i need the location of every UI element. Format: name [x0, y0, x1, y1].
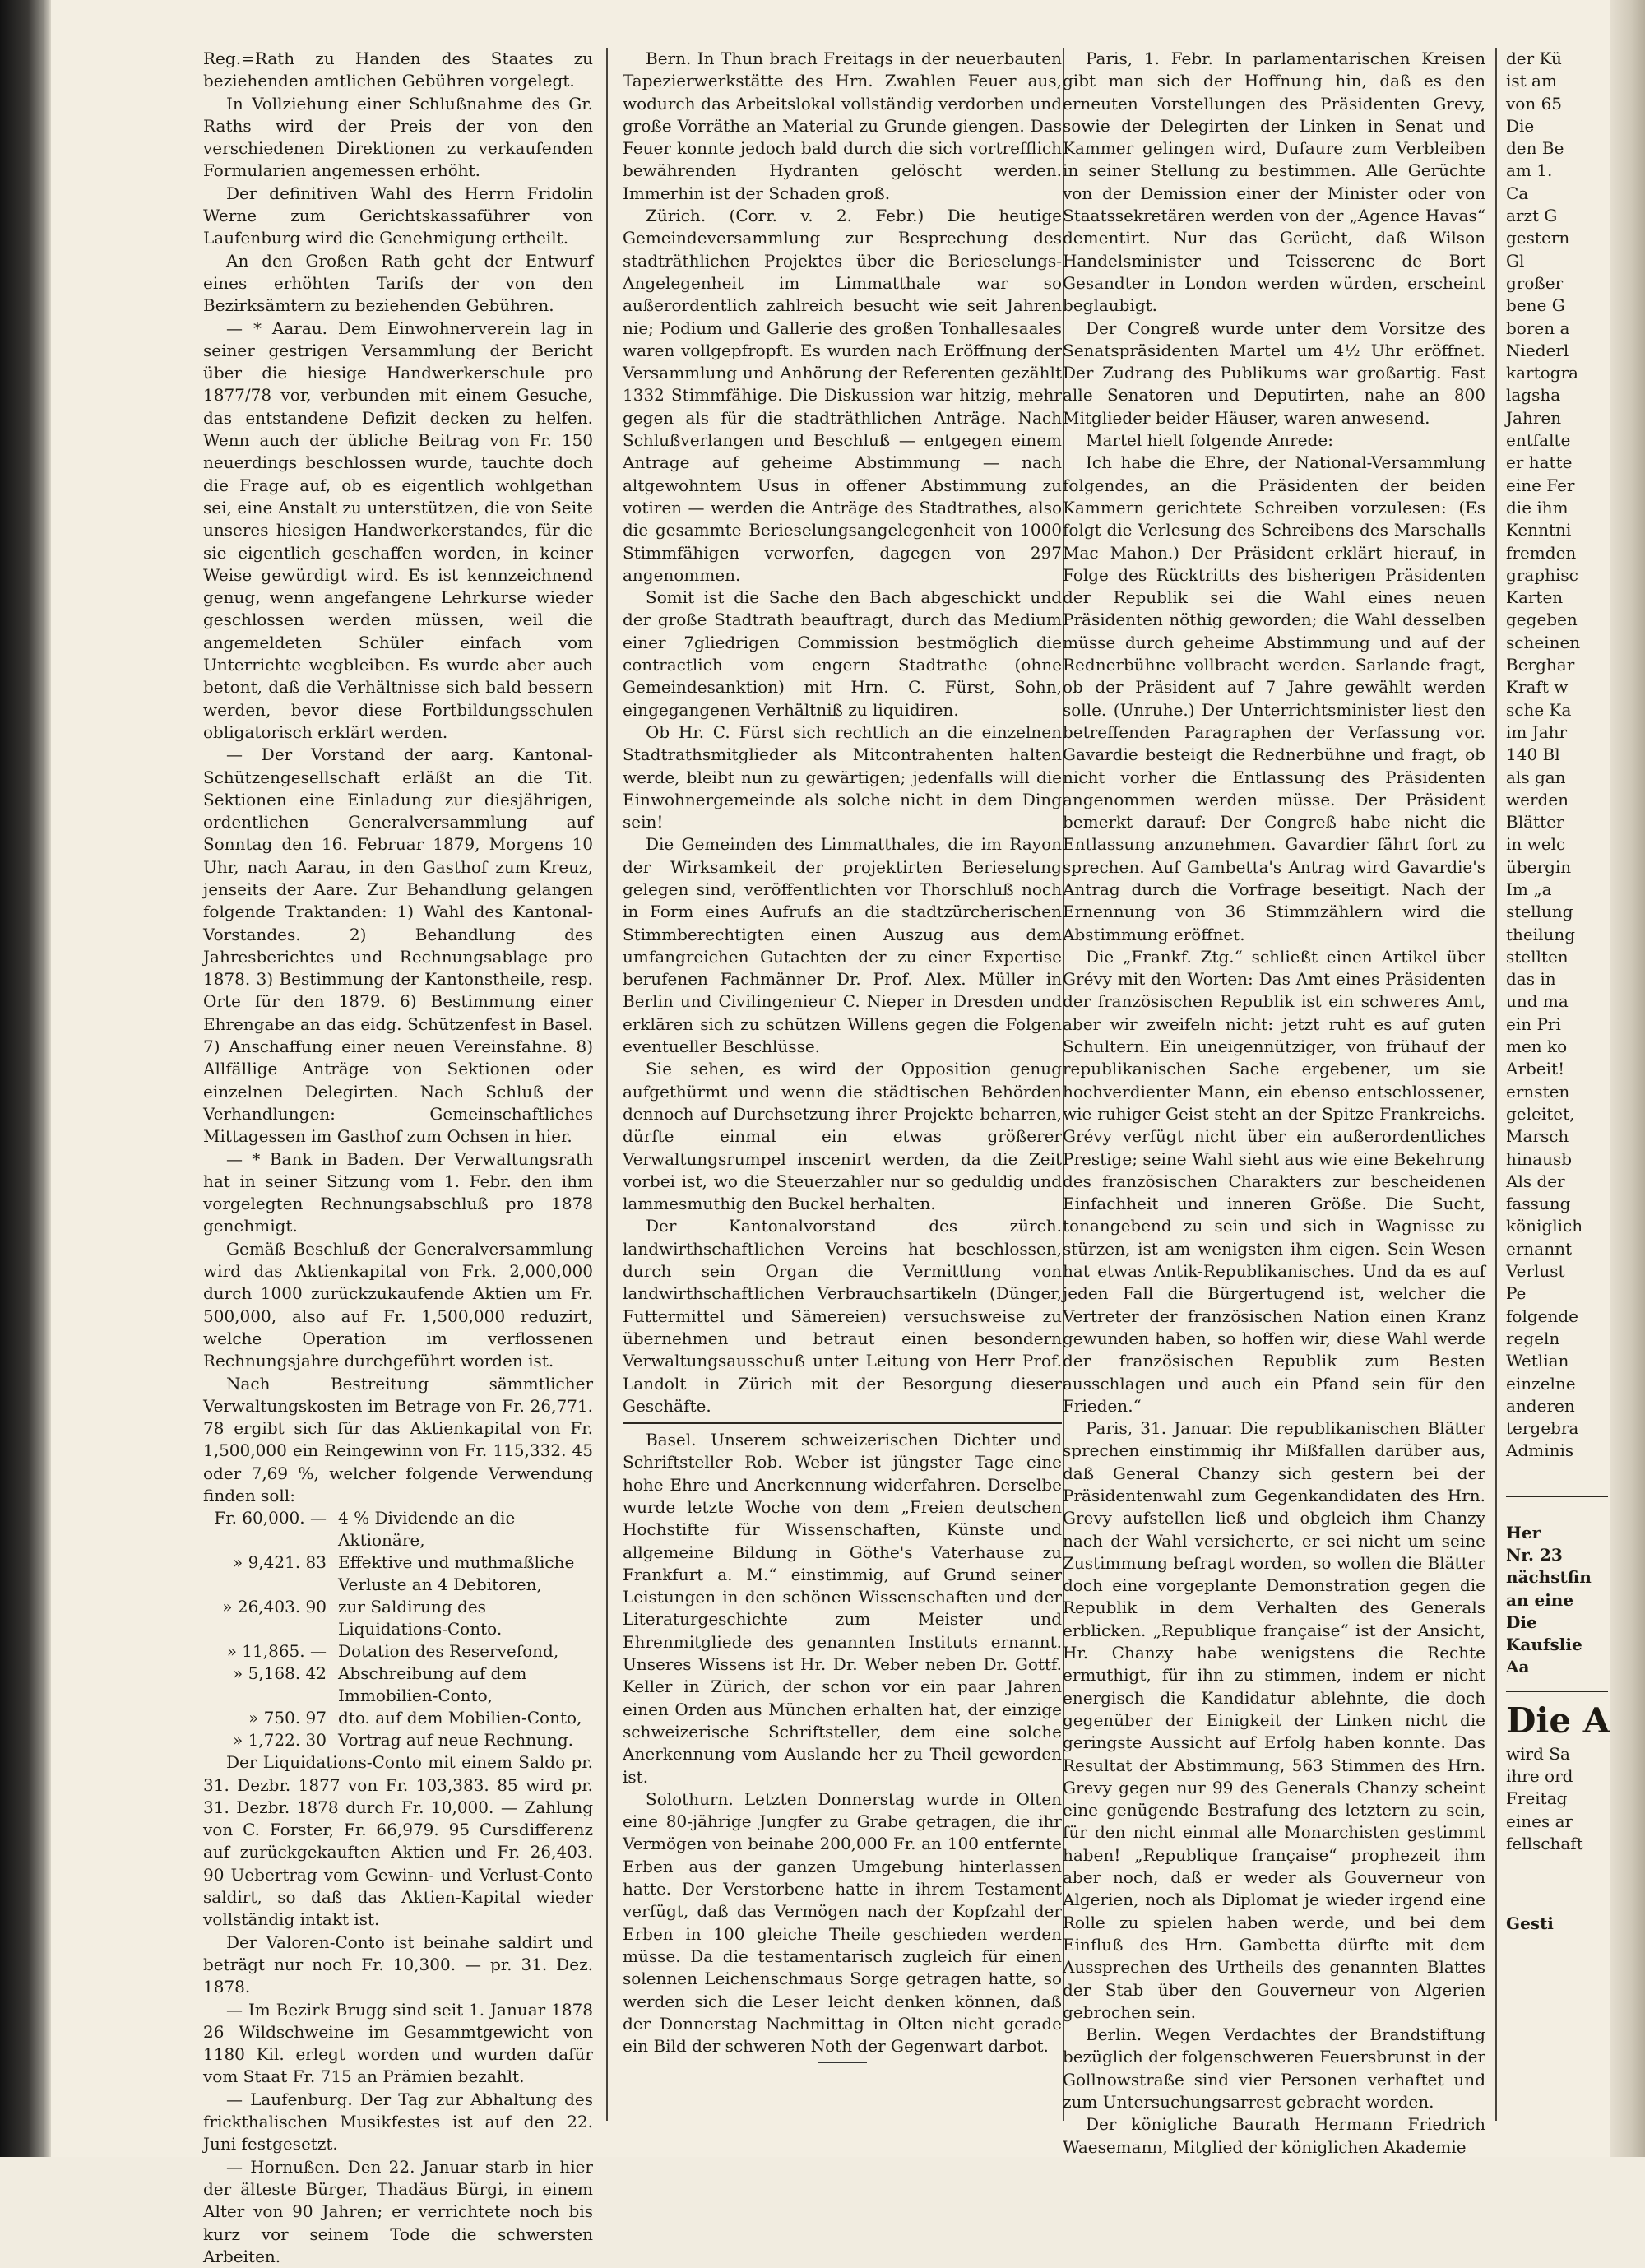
article-hornussen: — Hornußen. Den 22. Januar starb in hier der älteste Bürger, Thadäus Bürgi, in einem Alter von 90 Jahren; er verrichtete noch bis kurz vor seinem Tode die schwersten Arbeiten.: [203, 2156, 593, 2266]
cropped-line: großer: [1506, 272, 1564, 293]
cropped-line: Nr. 23: [1506, 1545, 1563, 1565]
table-amount: » 5,168. 42: [232, 1663, 327, 1684]
article-paris-31-januar: Paris, 31. Januar. Die republikanischen Blätter sprechen einstimmig ihr Mißfallen darüber aus, daß General Chanzy sich gestern bei der Präsidentenwahl zum Gegenkandidaten des Hrn. Grevy aufstellen ließ und obgleich ihm Chanzy nach der Wahl versicherte, er sei nicht um seine Zustimmung befragt worden, so wollen die Blätter doch eine vorgeplante Demonstration gegen die Republik in dem Verhalten des Generals erblicken. „Republique française“ ist der Ansicht, Hr. Chanzy habe wenigstens die Rechte ermuthigt, für ihn zu stimmen, indem er nicht energisch die Kandidatur ablehnte, die doch gegenüber der Einigkeit der Linken nicht die geringste Aussicht auf Erfolg haben konnte. Das Resultat der Abstimmung, 563 Stimmen des Hrn. Grevy gegen nur 99 des Generals Chanzy scheint eine genügende Bestrafung des letztern zu sein, für den nicht einmal alle Monarchisten gestimmt haben! „Republique française“ prophezeit ihm aber noch, daß er weder als Gouverneur von Algerien, noch als Diplomat je wieder irgend eine Rolle zu spielen haben werde, und bei dem Einfluß des Hrn. Gambetta dürfte mit dem Aussprechen des Urtheils des genannten Blattes der Stab über den Gouverneur von Algerien gebrochen sein.: [1063, 1418, 1485, 2022]
cropped-line: bene G: [1506, 295, 1565, 316]
cropped-ad-lines: [1506, 1743, 1608, 1855]
article-basel: Basel. Unserem schweizerischen Dichter und Schriftsteller Rob. Weber ist jüngster Tage eine hohe Ehre und Anerkennung widerfahren. Derselbe wurde letzte Woche von dem „Freien deutschen Hochstifte für Wissenschaften, Künste und allgemeine Bildung in Göthe's Vaterhause zu Frankfurt a. M.“ einstimmig, auf Grund seiner Leistungen in den schönen Wissenschaften und der Literaturgeschichte zum Meister und Ehrenmitgliede des genannten Instituts ernannt. Unseres Wissens ist Hr. Dr. Weber neben Dr. Gottf. Keller in Zürich, der schon vor ein paar Jahren einen Orden aus München erhalten hat, der einzige schweizerische Schriftsteller, dem eine solche Anerkennung vom Auslande her zu Theil geworden ist.: [623, 1430, 1062, 1787]
cropped-line: im Jahr: [1506, 721, 1568, 742]
cropped-line: den Be: [1506, 138, 1564, 159]
cropped-line: tergebra: [1506, 1418, 1579, 1439]
cropped-line: gestern: [1506, 228, 1570, 248]
cropped-line: einzelne: [1506, 1373, 1576, 1394]
column-3: [1063, 48, 1485, 2157]
table-description: Effektive und muthmaßliche Verluste an 4 Debitoren,: [338, 1552, 575, 1595]
cropped-line: königlich: [1506, 1216, 1583, 1236]
cropped-line: Pe: [1506, 1283, 1527, 1304]
article-paragraph: Somit ist die Sache den Bach abgeschickt und der große Stadtrath beauftragt, durch das Medium einer 7gliedrigen Commission bestmöglich die contractlich vom engern Stadtrathe (ohne Gemeindesanktion) mit Hrn. C. Fürst, Sohn, eingegangenen Verhältniß zu liquidiren.: [623, 587, 1062, 720]
cropped-lines: [1506, 48, 1608, 1463]
cropped-line: fellschaft: [1506, 1833, 1583, 1853]
cropped-line: ist am: [1506, 71, 1557, 91]
cropped-line: Blätter: [1506, 812, 1564, 833]
cropped-line: gegeben: [1506, 610, 1578, 630]
cropped-line: lagsha: [1506, 385, 1561, 406]
cropped-line: theilung: [1506, 924, 1576, 944]
article-paragraph: Der königliche Baurath Hermann Friedrich Waesemann, Mitglied der königlichen Akademie: [1063, 2114, 1485, 2157]
table-amount: » 11,865. —: [226, 1641, 327, 1662]
cropped-line: Als der: [1506, 1171, 1565, 1191]
cropped-line: ernannt: [1506, 1238, 1572, 1259]
section-divider: [623, 1422, 1062, 1424]
cropped-line: Die: [1506, 1612, 1537, 1632]
cropped-line: Gl: [1506, 250, 1525, 271]
cropped-line: als gan: [1506, 767, 1566, 787]
cropped-line: ernsten: [1506, 1081, 1570, 1102]
scan-left-edge: [0, 0, 51, 2157]
article-paragraph: Sie sehen, es wird der Opposition genug aufgethürmt und wenn die städtischen Behörden dennoch auf Durchsetzung ihrer Projekte beharren, dürfte einmal ein etwas größerer Verwaltungsrumpel inscenirt werden, da die Zeit vorbei ist, wo die Steuerzahler nur so geduldig und lammesmuthig den Buckel herhalten.: [623, 1059, 1062, 1214]
cropped-line: geleitet,: [1506, 1103, 1575, 1124]
cropped-line: Wetlian: [1506, 1351, 1569, 1371]
cropped-line: eines ar: [1506, 1811, 1573, 1831]
cropped-line: fremden: [1506, 542, 1577, 563]
cropped-line: Her: [1506, 1522, 1541, 1542]
article-aarau: — * Aarau. Dem Einwohnerverein lag in seiner gestrigen Versammlung der Bericht über die hiesige Handwerkerschule pro 1877/78 vor, verbunden mit einem Gesuche, das entstandene Defizit decken zu helfen. Wenn auch der übliche Beitrag von Fr. 150 neuerdings beschlossen wurde, tauchte doch die Frage auf, ob es eigentlich wohlgethan sei, eine Anstalt zu unterstützen, die von Seite unseres hiesigen Handwerkerstandes, für die sie eigentlich geschaffen worden, in keiner Weise gewürdigt wird. Es ist kennzeichnend genug, wenn angefangene Lehrkurse wieder geschlossen werden müssen, weil die angemeldeten Schüler einfach vom Unterrichte wegbleiben. Es wurde aber auch betont, daß die Verhältnisse sich bald bessern werden, bevor diese Fortbildungsschulen obligatorisch erklärt werden.: [203, 318, 593, 742]
table-amount: » 9,421. 83: [232, 1552, 327, 1573]
cropped-line: Kaufslie: [1506, 1635, 1582, 1655]
table-row: [203, 1707, 593, 1729]
section-divider: [1506, 1691, 1608, 1692]
cropped-line: Im „a: [1506, 879, 1552, 899]
article-paragraph: Der Valoren-Conto ist beinahe saldirt und beträgt nur noch Fr. 10,300. — pr. 31. Dez. 1878.: [203, 1932, 593, 1997]
article-laufenburg: — Laufenburg. Der Tag zur Abhaltung des frickthalischen Musikfestes ist auf den 22. Juni festgesetzt.: [203, 2089, 593, 2154]
cropped-line: am 1.: [1506, 160, 1553, 181]
column-2: [623, 48, 1062, 2144]
table-description: Abschreibung auf dem Immobilien-Conto,: [338, 1663, 527, 1706]
table-amount: Fr. 60,000. —: [214, 1508, 327, 1528]
table-amount: » 26,403. 90: [222, 1597, 327, 1617]
article-berlin: Berlin. Wegen Verdachtes der Brandstiftung bezüglich der folgenschweren Feuersbrunst in der Gollnowstraße sind vier Personen verhaftet und zum Untersuchungsarrest gebracht worden.: [1063, 2025, 1485, 2113]
table-row: [203, 1507, 593, 1551]
table-row: [203, 1596, 593, 1640]
cropped-line: men ko: [1506, 1037, 1568, 1057]
article-paragraph: Die Gemeinden des Limmatthales, die im Rayon der Wirksamkeit der projektirten Berieselung gelegen sind, veröffentlichten vor Thorschluß noch in Form eines Aufrufs an die stadtzürcherischen Stimmberechtigten einen Auszug aus dem umfangreichen Gutachten der zu einer Expertise berufenen Fachmänner Dr. Prof. Alex. Müller in Berlin und Civilingenieur C. Nieper in Dresden und erklären sich zu schützen Willens gegen die Folgen eventueller Beschlüsse.: [623, 834, 1062, 1057]
cropped-line: in welc: [1506, 834, 1566, 855]
cropped-line: wird Sa: [1506, 1743, 1570, 1764]
article-paragraph: Der Kantonalvorstand des zürch. landwirthschaftlichen Vereins hat beschlossen, durch sein Organ die Vermittlung von landwirthschaftlichen Verbrauchsartikeln (Dünger, Futtermittel und Sämereien) versuchsweise zu übernehmen und betraut einen besondern Verwaltungsausschuß unter Leitung von Herr Prof. Landolt in Zürich mit der Besorgung dieser Geschäfte.: [623, 1216, 1062, 1416]
article-paragraph: Nach Bestreitung sämmtlicher Verwaltungskosten im Betrage von Fr. 26,771. 78 ergibt sich für das Aktienkapital von Fr. 1,500,000 ein Reingewinn von Fr. 115,332. 45 oder 7,69 %, welcher folgende Verwendung finden soll:: [203, 1373, 593, 1505]
table-description: dto. auf dem Mobilien-Conto,: [338, 1708, 582, 1728]
cropped-line: Jahren: [1506, 407, 1562, 428]
cropped-line: hinausb: [1506, 1148, 1573, 1169]
cropped-line: eine Fer: [1506, 475, 1575, 495]
cropped-line: Die: [1506, 115, 1535, 136]
section-divider: [1506, 1496, 1608, 1497]
article-solothurn: Solothurn. Letzten Donnerstag wurde in Olten eine 80-jährige Jungfer zu Grabe getragen, die ihr Vermögen von beinahe 200,000 Fr. an 100 entfernte Erben aus der ganzen Umgebung hinterlassen hatte. Der Verstorbene hatte in ihrem Testament verfügt, daß das Vermögen nach der Kopfzahl der Erben in 100 gleiche Theile geschieden werden müsse. Da die testamentarisch zugleich für einen solennen Leichenschmaus Sorge getragen hatte, so werden sich die Leser leicht denken können, daß der Donnerstag Nachmittag in Olten nicht gerade ein Bild der schweren Noth der Gegenwart darbot.: [623, 1788, 1062, 2057]
cropped-line: Karten: [1506, 587, 1564, 608]
cropped-line: 140 Bl: [1506, 744, 1560, 765]
cropped-line: entfalte: [1506, 430, 1571, 451]
table-row: [203, 1640, 593, 1663]
article-bank-baden: — * Bank in Baden. Der Verwaltungsrath hat in seiner Sitzung vom 1. Febr. den ihm vorgelegten Rechnungsabschluß pro 1878 genehmigt.: [203, 1148, 593, 1236]
cropped-line: anderen: [1506, 1395, 1575, 1416]
article-paragraph: An den Großen Rath geht der Entwurf eines erhöhten Tarifs der von den Bezirksämtern zu beziehenden Gebühren.: [203, 250, 593, 316]
table-row: [203, 1663, 593, 1707]
end-separator: [818, 2062, 867, 2063]
table-row: [203, 1729, 593, 1751]
table-amount: » 750. 97: [248, 1708, 327, 1728]
article-paris-1-febr: Paris, 1. Febr. In parlamentarischen Kreisen gibt man sich der Hoffnung hin, daß es den erneuten Vorstellungen des Präsidenten Grevy, sowie der Delegirten der Linken in Senat und Kammer gelingen wird, Dufaure zum Verbleiben in seiner Stellung zu bestimmen. Alle Gerüchte von der Demission einer der Minister oder von Staatssekretären werden von der „Agence Havas“ dementirt. Nur das Gerücht, daß Wilson Handelsminister und Teisserenc de Bort Gesandter in London werden würden, erscheint beglaubigt.: [1063, 49, 1485, 316]
cropped-line: Niederl: [1506, 340, 1569, 360]
article-paragraph: Gemäß Beschluß der Generalversammlung wird das Aktienkapital von Frk. 2,000,000 durch 1000 zurückzukaufende Aktien um Fr. 500,000, also auf Fr. 1,500,000 reduzirt, welche Operation im verflossenen Rechnungsjahre durchgeführt worden ist.: [203, 1238, 593, 1371]
cropped-line: scheinen: [1506, 632, 1581, 652]
article-paragraph: Martel hielt folgende Anrede:: [1086, 430, 1333, 451]
article-schuetzengesellschaft: — Der Vorstand der aarg. Kantonal-Schützengesellschaft erläßt an die Tit. Sektionen eine Einladung zur diesjährigen, ordentlichen Generalversammlung auf Sonntag den 16. Februar 1879, Morgens 10 Uhr, nach Aarau, in den Gasthof zum Kreuz, jenseits der Aare. Zur Behandlung gelangen folgende Traktanden: 1) Wahl des Kantonal-Vorstandes. 2) Behandlung des Jahresberichtes und Rechnungsablage pro 1878. 3) Bestimmung der Kantonstheile, resp. Orte für den 1879. 6) Bestimmung einer Ehrengabe an das eidg. Schützenfest in Basel. 7) Anschaffung einer neuen Vereinsfahne. 8) Allfällige Anträge von Sektionen oder einzelnen Delegirten. Nach Schluß der Verhandlungen: Gemeinschaftliches Mittagessen im Gasthof zum Ochsen in hier.: [203, 744, 593, 1147]
article-paragraph: Ob Hr. C. Fürst sich rechtlich an die einzelnen Stadtrathsmitglieder als Mitcontrahenten halten werde, bleibt nun zu gewärtigen; jedenfalls will die Einwohnergemeinde als solche nicht in dem Ding sein!: [623, 721, 1062, 833]
cropped-line: der Kü: [1506, 49, 1562, 68]
cropped-headline: Die A: [1506, 1700, 1610, 1741]
column-4-cropped: [1506, 48, 1608, 2144]
table-description: zur Saldirung des Liquidations-Conto.: [338, 1597, 503, 1640]
column-rule-3: [1495, 48, 1497, 2121]
profit-distribution-table: [203, 1507, 593, 1751]
cropped-line: von 65: [1506, 93, 1563, 114]
article-paragraph: Der Congreß wurde unter dem Vorsitze des Senatspräsidenten Martel um 4½ Uhr eröffnet. Der Zudrang des Publikums war großartig. Fast alle Senatoren und Deputirten, nahe an 800 Mitglieder beider Häuser, waren anwesend.: [1063, 318, 1485, 428]
cropped-line: folgende: [1506, 1306, 1578, 1326]
cropped-line: nächstfin: [1506, 1567, 1592, 1588]
cropped-line: boren a: [1506, 318, 1570, 338]
article-frankf-ztg: Die „Frankf. Ztg.“ schließt einen Artikel über Grévy mit den Worten: Das Amt eines Präsidenten der französischen Republik ist ein schweres Amt, aber wir zweifeln nicht: jetzt ruht es auf guten Schultern. Ein uneigennütziger, von frühauf der republikanischen Sache ergebener, um sie hochverdienter Mann, ein ebenso entschlossener, wie ruhiger Geist steht an der Spitze Frankreichs. Grévy verfügt nicht über ein außerordentliches Prestige; seine Wahl sieht aus wie eine Bekehrung des französischen Charakters zur bescheidenen Einfachheit und inneren Größe. Die Sucht, tonangebend zu sein und sich in Wagnisse zu stürzen, ist am wenigsten ihm eigen. Sein Wesen hat etwas Antik-Republikanisches. Und da es auf jeden Fall die Bürgertugend ist, welcher die Vertreter der französischen Nation einen Kranz gewunden haben, so hoffen wir, diese Wahl werde der französischen Republik zum Besten ausschlagen und auch ein Pfand sein für den Frieden.“: [1063, 946, 1485, 1416]
cropped-line: Freitag: [1506, 1788, 1568, 1809]
cropped-line: stellung: [1506, 902, 1573, 922]
cropped-line: Ca: [1506, 183, 1529, 203]
cropped-line: ein Pri: [1506, 1013, 1561, 1034]
table-description: Dotation des Reservefond,: [338, 1641, 559, 1662]
article-bern: Bern. In Thun brach Freitags in der neuerbauten Tapezierwerkstätte des Hrn. Zwahlen Feuer aus, wodurch das Arbeitslokal vollständig verdorben und große Vorräthe an Material zu Grunde giengen. Das Feuer konnte jedoch bald durch die sich vortrefflich bewährenden Hydranten gelöscht werden. Immerhin ist der Schaden groß.: [623, 49, 1062, 203]
cropped-line: Kraft w: [1506, 677, 1569, 698]
cropped-line: das in: [1506, 969, 1556, 990]
article-brugg: — Im Bezirk Brugg sind seit 1. Januar 1878 26 Wildschweine im Gesammtgewicht von 1180 Kil. erlegt worden und wurden dafür vom Staat Fr. 715 an Prämien bezahlt.: [203, 1999, 593, 2087]
cropped-notice-lines: [1506, 1522, 1608, 1679]
cropped-line: Kenntni: [1506, 520, 1572, 540]
article-paragraph: Ich habe die Ehre, der National-Versammlung folgendes, an die Präsidenten der beiden Kammern gerichtete Schreiben vorzulesen: (Es folgt die Verlesung des Schreibens des Marschalls Mac Mahon.) Der Präsident erklärt hierauf, in Folge des Rücktritts des bisherigen Präsidenten der Republik sei die Wahl eines neuen Präsidenten nöthig geworden; die Wahl desselben müsse durch geheime Abstimmung und auf der Rednerbühne vollbracht werden. Sarlande fragt, ob der Präsident auf 7 Jahre gewählt werden solle. (Unruhe.) Der Unterrichtsminister liest den betreffenden Paragraphen der Verfassung vor. Gavardie besteigt die Rednerbühne und fragt, ob nicht vorher die Entlassung des Präsidenten angenommen werden müsse. Der Präsident bemerkt darauf: Der Congreß habe nicht die Entlassung anzunehmen. Gavardier fährt fort zu sprechen. Auf Gambetta's Antrag wird Gavardie's Antrag durch die Vorfrage beseitigt. Nach der Ernennung von 36 Stimmzählern wird die Abstimmung eröffnet.: [1063, 452, 1485, 944]
scan-right-gutter: [1610, 0, 1645, 2157]
article-zuerich: Zürich. (Corr. v. 2. Febr.) Die heutige Gemeindeversammlung zur Besprechung des stadträthlichen Projektes über die Berieselungs-Angelegenheit im Limmatthale war so außerordentlich zahlreich besucht wie seit Jahren nie; Podium und Gallerie des großen Tonhallesaales waren vollgepfropft. Es wurden nach Eröffnung der Versammlung und Anhörung der Referenten gezählt 1332 Stimmfähige. Die Diskussion war hitzig, mehr gegen als für die stadträthlichen Anträge. Nach Schlußverlangen und Beschluß — entgegen einem Antrage auf geheime Abstimmung — nach altgewohntem Usus in offener Abstimmung zu votiren — werden die Anträge des Stadtrathes, also die gesammte Berieselungsangelegenheit von 1000 Stimmfähigen verworfen, dagegen von 297 angenommen.: [623, 206, 1062, 585]
cropped-line: ihre ord: [1506, 1766, 1573, 1787]
cropped-line: die ihm: [1506, 497, 1569, 517]
cropped-line: fassung: [1506, 1194, 1571, 1214]
article-paragraph: Der Liquidations-Conto mit einem Saldo pr. 31. Dezbr. 1877 von Fr. 103,383. 85 wird pr. 31. Dezbr. 1878 durch Fr. 10,000. — Zahlung von C. Forster, Fr. 66,979. 95 Cursdifferenz auf zurückgekauften Aktien und Fr. 26,403. 90 Uebertrag vom Gewinn- und Verlust-Conto saldirt, so daß das Aktien-Kapital wieder vollständig intakt ist.: [203, 1752, 593, 1930]
cropped-line: regeln: [1506, 1328, 1560, 1348]
column-rule-1: [606, 48, 608, 2121]
cropped-line: Marsch: [1506, 1126, 1569, 1147]
column-1: [203, 48, 593, 2266]
cropped-line: graphisc: [1506, 564, 1578, 585]
cropped-line: an eine: [1506, 1589, 1574, 1610]
cropped-line: Aa: [1506, 1657, 1530, 1677]
article-paragraph: Reg.=Rath zu Handen des Staates zu beziehenden amtlichen Gebühren vorgelegt.: [203, 49, 593, 91]
table-description: 4 % Dividende an die Aktionäre,: [338, 1508, 516, 1551]
cropped-last-line: Gesti: [1506, 1913, 1554, 1934]
cropped-line: er hatte: [1506, 452, 1573, 473]
cropped-line: und ma: [1506, 991, 1569, 1012]
table-amount: » 1,722. 30: [232, 1730, 327, 1751]
cropped-line: Verlust: [1506, 1261, 1565, 1282]
cropped-line: sche Ka: [1506, 699, 1572, 720]
cropped-line: Adminis: [1506, 1440, 1574, 1461]
cropped-line: werden: [1506, 789, 1569, 809]
cropped-line: übergin: [1506, 856, 1572, 877]
cropped-line: arzt G: [1506, 206, 1558, 226]
table-description: Vortrag auf neue Rechnung.: [338, 1730, 574, 1751]
article-paragraph: Der definitiven Wahl des Herrn Fridolin Werne zum Gerichtskassaführer von Laufenburg wird die Genehmigung ertheilt.: [203, 183, 593, 248]
cropped-line: Arbeit!: [1506, 1059, 1565, 1079]
cropped-line: stellten: [1506, 946, 1569, 967]
table-row: [203, 1551, 593, 1596]
cropped-line: kartogra: [1506, 363, 1578, 383]
cropped-line: Berghar: [1506, 655, 1575, 675]
article-paragraph: In Vollziehung einer Schlußnahme des Gr. Raths wird der Preis der von den verschiedenen Direktionen zu verkaufenden Formularien angemessen erhöht.: [203, 93, 593, 181]
